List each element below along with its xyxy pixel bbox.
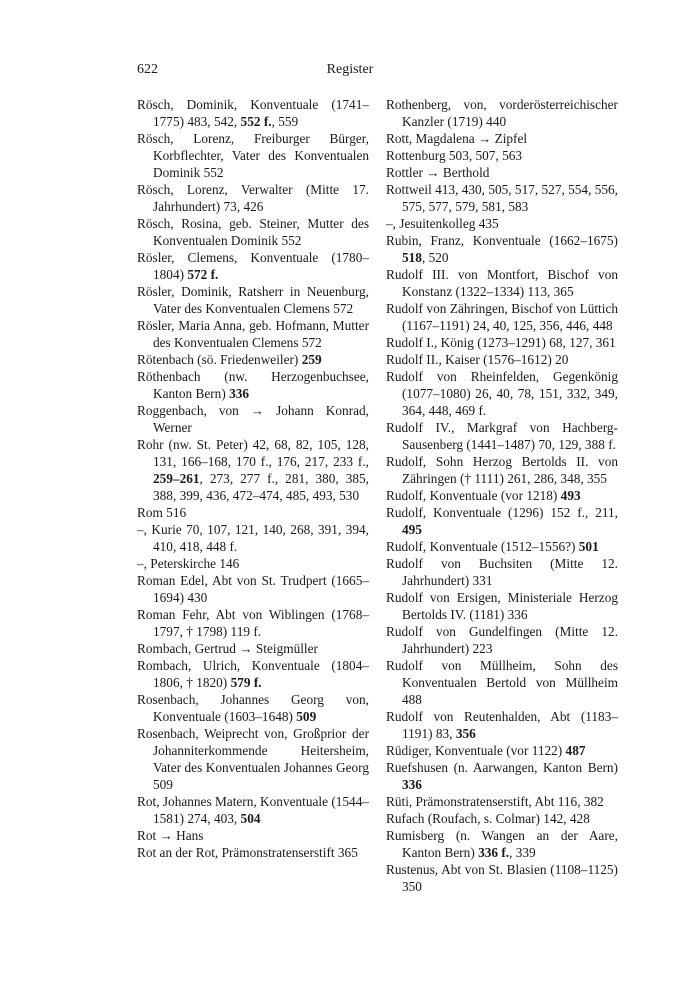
- index-entry: [137, 793, 369, 827]
- index-entry-text: Roman Fehr, Abt von Wiblingen (1768–1797, † 1798) 119 f.: [137, 607, 369, 639]
- index-entry-bold-ref: 336: [402, 777, 422, 792]
- index-entry-text: , 559: [271, 114, 299, 129]
- index-entry: [386, 487, 618, 504]
- index-entry-text: Rudolf I., König (1273–1291) 68, 127, 361: [386, 335, 616, 350]
- index-entry: [386, 657, 618, 708]
- index-entry-text: Rudolf von Gundelfingen (Mitte 12. Jahrhundert) 223: [386, 624, 618, 656]
- index-entry-text: –, Peterskirche 146: [137, 556, 240, 571]
- index-entry: [137, 504, 369, 521]
- index-entry-text: Rottler → Berthold: [386, 165, 490, 180]
- index-entry-bold-ref: 552 f.: [240, 114, 272, 129]
- index-column-right: [386, 96, 618, 895]
- index-entry-text: Rot, Johannes Matern, Konventuale (1544–1581) 274, 403,: [137, 794, 369, 826]
- index-entry-text: , 520: [421, 250, 449, 265]
- index-entry-text: Rösler, Clemens, Konventuale (1780–1804): [137, 250, 369, 282]
- index-entry-text: Rudolf von Ersigen, Ministeriale Herzog Bertolds IV. (1181) 336: [386, 590, 618, 622]
- index-entry: [386, 300, 618, 334]
- index-entry-text: Röthenbach (nw. Herzogenbuchsee, Kanton Bern): [137, 369, 369, 401]
- index-entry: [386, 181, 618, 215]
- index-entry-bold-ref: 509: [296, 709, 317, 724]
- index-entry-bold-ref: 501: [578, 539, 599, 554]
- index-entry: [386, 368, 618, 419]
- index-entry: [386, 623, 618, 657]
- index-entry-bold-ref: 579 f.: [230, 675, 262, 690]
- index-entry: [137, 368, 369, 402]
- index-entry: [386, 232, 618, 266]
- index-entry-text: Rubin, Franz, Konventuale (1662–1675): [386, 233, 618, 248]
- index-entry: [386, 810, 618, 827]
- index-entry-text: Rüdiger, Konventuale (vor 1122): [386, 743, 566, 758]
- index-entry: [137, 96, 369, 130]
- index-entry-text: Rumisberg (n. Wangen an der Aare, Kanton Bern): [386, 828, 618, 860]
- index-entry-text: Rudolf, Konventuale (vor 1218): [386, 488, 561, 503]
- index-entry: [386, 334, 618, 351]
- index-entry-text: Rot → Hans: [137, 828, 204, 843]
- index-entry: [137, 555, 369, 572]
- index-entry-text: Rudolf IV., Markgraf von Hachberg-Sausenberg (1441–1487) 70, 129, 388 f.: [386, 420, 618, 452]
- index-entry: [386, 708, 618, 742]
- index-entry: [137, 725, 369, 793]
- index-entry-text: Rösler, Maria Anna, geb. Hofmann, Mutter des Konventualen Clemens 572: [137, 318, 369, 350]
- index-entry-text: Rudolf, Konventuale (1296) 152 f., 211,: [386, 505, 618, 520]
- index-entry: [386, 266, 618, 300]
- index-entry-bold-ref: 493: [560, 488, 581, 503]
- index-entry-text: Rötenbach (sö. Friedenweiler): [137, 352, 302, 367]
- index-entry: [137, 351, 369, 368]
- page-number: 622: [137, 62, 158, 77]
- index-entry: [137, 640, 369, 657]
- index-entry-bold-ref: 495: [402, 522, 422, 537]
- index-entry: [386, 215, 618, 232]
- index-entry-bold-ref: 336 f.: [478, 845, 510, 860]
- index-entry-text: Rottweil 413, 430, 505, 517, 527, 554, 556, 575, 577, 579, 581, 583: [386, 182, 618, 214]
- index-entry-text: Rudolf III. von Montfort, Bischof von Konstanz (1322–1334) 113, 365: [386, 267, 618, 299]
- index-entry: [386, 130, 618, 147]
- index-entry: [137, 521, 369, 555]
- index-entry-text: Rohr (nw. St. Peter) 42, 68, 82, 105, 128, 131, 166–168, 170 f., 176, 217, 233 f.,: [137, 437, 369, 469]
- index-entry-text: , 339: [509, 845, 536, 860]
- index-entry: [137, 436, 369, 504]
- index-entry-text: Rot an der Rot, Prämonstratenserstift 365: [137, 845, 358, 860]
- index-entry-bold-ref: 572 f.: [187, 267, 219, 282]
- index-entry: [386, 742, 618, 759]
- index-entry: [386, 164, 618, 181]
- index-entry: [137, 691, 369, 725]
- index-entry-text: Roman Edel, Abt von St. Trudpert (1665–1694) 430: [137, 573, 369, 605]
- index-entry: [137, 606, 369, 640]
- running-head: Register: [326, 62, 374, 77]
- index-entry: [386, 538, 618, 555]
- index-entry-text: Rufach (Roufach, s. Colmar) 142, 428: [386, 811, 590, 826]
- index-entry: [386, 861, 618, 895]
- index-entry-text: Rösch, Rosina, geb. Steiner, Mutter des Konventualen Dominik 552: [137, 216, 369, 248]
- index-entry-bold-ref: 259–261: [153, 471, 200, 486]
- index-entry-text: Rösch, Dominik, Konventuale (1741–1775) 483, 542,: [137, 97, 369, 129]
- index-entry-text: Roggenbach, von → Johann Konrad, Werner: [137, 403, 369, 435]
- index-entry-text: Rottenburg 503, 507, 563: [386, 148, 523, 163]
- index-entry-text: Rösch, Lorenz, Freiburger Bürger, Korbflechter, Vater des Konventualen Dominik 552: [137, 131, 369, 180]
- index-entry-text: Rösler, Dominik, Ratsherr in Neuenburg, Vater des Konventualen Clemens 572: [137, 284, 369, 316]
- index-entry: [137, 130, 369, 181]
- index-entry-text: Rüti, Prämonstratenserstift, Abt 116, 382: [386, 794, 604, 809]
- index-entry: [386, 419, 618, 453]
- index-entry-text: Rudolf, Sohn Herzog Bertolds II. von Zähringen († 1111) 261, 286, 348, 355: [386, 454, 618, 486]
- index-entry-text: Rudolf von Buchsiten (Mitte 12. Jahrhundert) 331: [386, 556, 618, 588]
- index-entry-bold-ref: 518: [402, 250, 422, 265]
- index-entry: [386, 555, 618, 589]
- index-entry: [137, 181, 369, 215]
- index-entry-text: Rothenberg, von, vorderösterreichischer Kanzler (1719) 440: [386, 97, 618, 129]
- index-entry-text: Rudolf von Rheinfelden, Gegenkönig (1077–1080) 26, 40, 78, 151, 332, 349, 364, 448, 469 f.: [386, 369, 618, 418]
- index-entry-text: , 273, 277 f., 281, 380, 385, 388, 399, 436, 472–474, 485, 493, 530: [153, 471, 369, 503]
- index-entry: [137, 317, 369, 351]
- index-entry: [386, 827, 618, 861]
- index-entry: [137, 215, 369, 249]
- index-entry-bold-ref: 487: [565, 743, 586, 758]
- index-entry-text: Rott, Magdalena → Zipfel: [386, 131, 528, 146]
- index-entry-text: Ruefshusen (n. Aarwangen, Kanton Bern): [386, 760, 618, 775]
- index-entry-text: Rosenbach, Johannes Georg von, Konventuale (1603–1648): [137, 692, 369, 724]
- index-entry: [137, 844, 369, 861]
- index-entry-text: Rudolf von Reutenhalden, Abt (1183–1191) 83,: [386, 709, 618, 741]
- index-entry: [137, 657, 369, 691]
- index-entry: [137, 572, 369, 606]
- index-entry-bold-ref: 336: [229, 386, 250, 401]
- index-entry: [386, 504, 618, 538]
- index-entry-text: Rustenus, Abt von St. Blasien (1108–1125) 350: [386, 862, 618, 894]
- index-entry-text: Rudolf II., Kaiser (1576–1612) 20: [386, 352, 569, 367]
- index-entry-text: Rudolf, Konventuale (1512–1556?): [386, 539, 579, 554]
- index-entry-text: Rosenbach, Weiprecht von, Großprior der Johanniterkommende Heitersheim, Vater des Konventualen Johannes Georg 509: [137, 726, 369, 792]
- index-entry-bold-ref: 504: [240, 811, 261, 826]
- index-column-left: [137, 96, 369, 861]
- index-entry: [386, 589, 618, 623]
- index-entry: [386, 147, 618, 164]
- index-entry-text: Rombach, Ulrich, Konventuale (1804–1806, † 1820): [137, 658, 369, 690]
- index-entry: [137, 249, 369, 283]
- index-entry-text: Rösch, Lorenz, Verwalter (Mitte 17. Jahrhundert) 73, 426: [137, 182, 369, 214]
- index-entry: [386, 759, 618, 793]
- index-entry-text: Rudolf von Zähringen, Bischof von Lüttich (1167–1191) 24, 40, 125, 356, 446, 448: [386, 301, 618, 333]
- index-entry-text: Rombach, Gertrud → Steigmüller: [137, 641, 318, 656]
- index-entry: [137, 827, 369, 844]
- index-entry: [386, 453, 618, 487]
- index-entry-text: Rom 516: [137, 505, 187, 520]
- index-entry-bold-ref: 259: [301, 352, 322, 367]
- index-entry-text: Rudolf von Müllheim, Sohn des Konventualen Bertold von Müllheim 488: [386, 658, 618, 707]
- index-entry-text: –, Jesuitenkolleg 435: [386, 216, 499, 231]
- index-entry: [386, 351, 618, 368]
- index-entry: [137, 283, 369, 317]
- index-entry: [386, 96, 618, 130]
- index-entry: [137, 402, 369, 436]
- index-entry-text: –, Kurie 70, 107, 121, 140, 268, 391, 394, 410, 418, 448 f.: [137, 522, 369, 554]
- index-entry: [386, 793, 618, 810]
- index-entry-bold-ref: 356: [455, 726, 476, 741]
